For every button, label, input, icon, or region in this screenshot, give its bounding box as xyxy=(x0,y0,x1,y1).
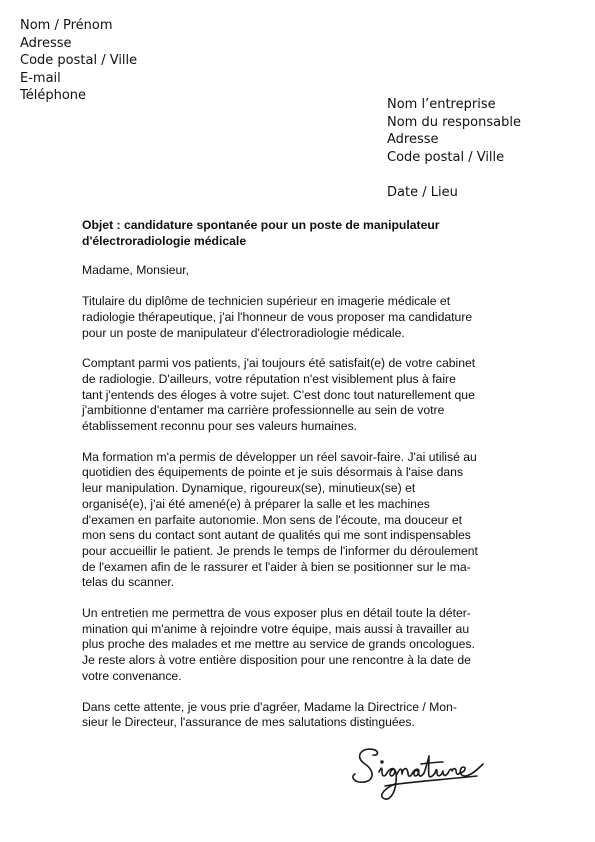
recipient-block xyxy=(387,96,521,202)
sender-address: Adresse xyxy=(20,35,72,51)
text-line: sieur le Directeur, l'assurance de mes salutations distinguées. xyxy=(82,715,415,730)
text-line: mon sens du contact sont autant de qualités qui me sont indispensables xyxy=(82,528,471,543)
text-line: Comptant parmi vos patients, j'ai toujours été satisfait(e) de votre cabinet xyxy=(82,356,476,371)
paragraph-closing xyxy=(82,700,512,731)
paragraph-motivation xyxy=(82,356,512,435)
recipient-company: Nom l’entreprise xyxy=(387,97,496,112)
sender-block xyxy=(20,17,137,105)
text-line: radiologie thérapeutique, j'ai l'honneur de vous proposer ma candidature xyxy=(82,309,473,324)
letter-body xyxy=(82,218,512,746)
paragraph-skills xyxy=(82,450,512,591)
recipient-postal-city: Code postal / Ville xyxy=(387,149,505,165)
paragraph-introduction xyxy=(82,294,512,341)
text-line: votre convenance. xyxy=(82,668,182,683)
signature-image xyxy=(345,742,495,817)
signature xyxy=(345,742,495,817)
text-line: établissement reconnu pour ses valeurs humaines. xyxy=(82,419,358,434)
subject-line xyxy=(82,218,512,249)
text-line: Titulaire du diplôme de technicien supérieur en imagerie médicale et xyxy=(82,294,451,309)
recipient-manager: Nom du responsable xyxy=(387,114,521,130)
text-line: quotidien des équipements de pointe et je suis désormais à l'aise dans xyxy=(82,465,464,480)
paragraph-interview xyxy=(82,606,512,685)
text-line: mination qui m'anime à rejoindre votre équipe, mais aussi à travailler au xyxy=(82,621,470,636)
sender-phone: Téléphone xyxy=(20,88,87,104)
text-line: Un entretien me permettra de vous exposer plus en détail toute la déter- xyxy=(82,606,471,621)
text-line: de l'examen afin de le rassurer et l'aider à bien se positionner sur le ma- xyxy=(82,559,471,574)
subject-line-1: Objet : candidature spontanée pour un poste de manipulateur xyxy=(82,218,440,232)
sender-name: Nom / Prénom xyxy=(20,18,113,33)
text-line: leur manipulation. Dynamique, rigoureux(se), minutieux(se) et xyxy=(82,481,416,496)
text-line: Dans cette attente, je vous prie d'agréer, Madame la Directrice / Mon- xyxy=(82,699,457,714)
text-line: plus proche des malades et me mettre au service de grands oncologues. xyxy=(82,637,475,652)
text-line: Ma formation m'a permis de développer un réel savoir-faire. J'ai utilisé au xyxy=(82,449,477,464)
text-line: organisé(e), j'ai été amené(e) à préparer la salle et les machines xyxy=(82,496,430,511)
text-line: d'examen en parfaite autonomie. Mon sens de l'écoute, ma douceur et xyxy=(82,512,462,527)
text-line: pour un poste de manipulateur d'électroradiologie médicale. xyxy=(82,325,405,340)
recipient-address: Adresse xyxy=(387,132,439,148)
text-line: j'ambitionne d'entamer ma carrière professionnelle au sein de votre xyxy=(82,403,445,418)
salutation: Madame, Monsieur, xyxy=(82,263,190,278)
sender-postal-city: Code postal / Ville xyxy=(20,53,138,69)
text-line: Je reste alors à votre entière disposition pour une rencontre à la date de xyxy=(82,653,471,668)
text-line: tant j'entends des éloges à votre sujet. C'est donc tout naturellement que xyxy=(82,387,475,402)
sender-email: E-mail xyxy=(20,70,61,86)
subject-line-2: d'électroradiologie médicale xyxy=(82,233,247,248)
date-place: Date / Lieu xyxy=(387,185,458,201)
text-line: telas du scanner. xyxy=(82,575,175,590)
text-line: de radiologie. D'ailleurs, votre réputation n'est visiblement plus à faire xyxy=(82,371,456,386)
text-line: pour accueillir le patient. Je prends le temps de l'informer du déroulement xyxy=(82,543,478,558)
